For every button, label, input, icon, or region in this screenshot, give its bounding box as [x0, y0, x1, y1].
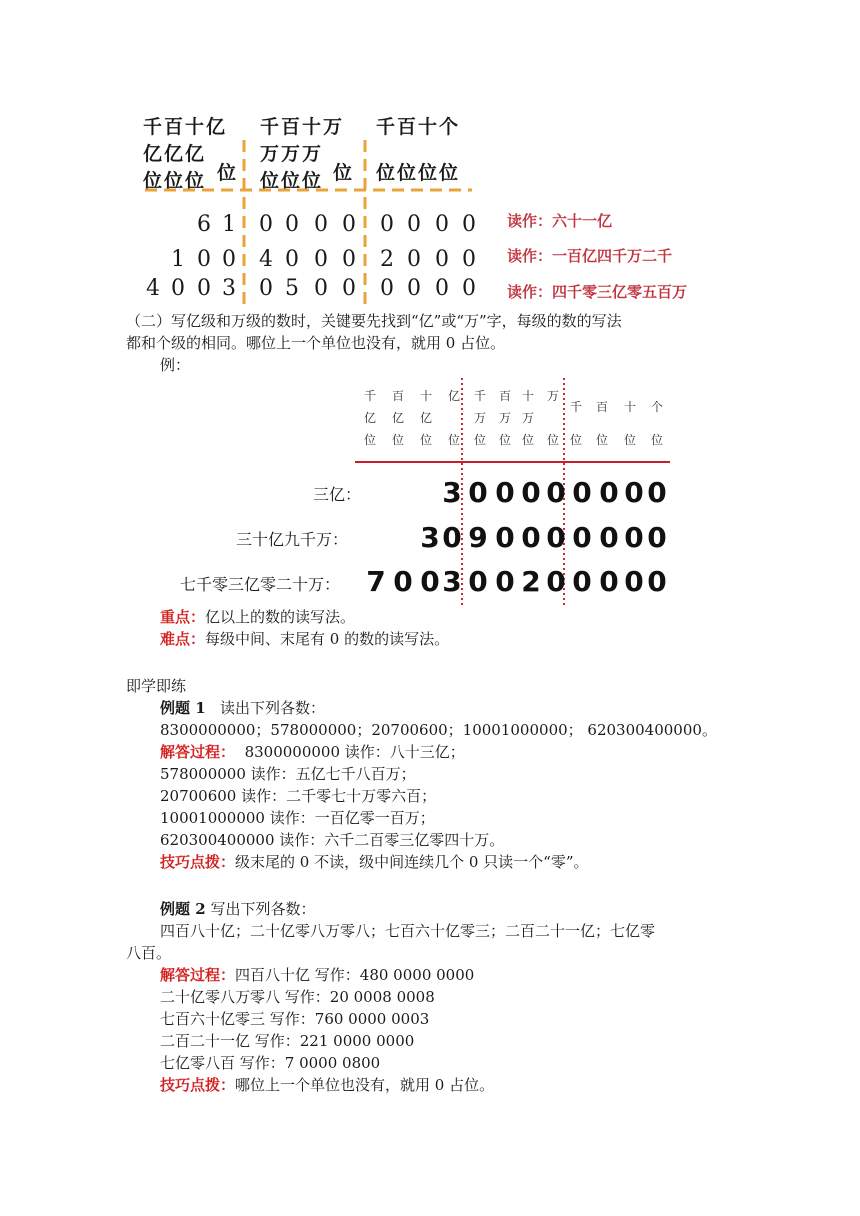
- focus-diff-label: 难点：: [160, 630, 206, 648]
- header-wan-row2: 万万万: [260, 143, 324, 165]
- table2-digit: 0: [393, 565, 413, 598]
- digit: 0: [407, 276, 421, 301]
- ex2-line: 四百八十亿 写作：480 0000 0000: [235, 966, 475, 984]
- table2-digit: 0: [572, 476, 592, 509]
- digit: 0: [342, 247, 356, 272]
- ex2-tip: [160, 1074, 494, 1096]
- table2-header-char: 万: [473, 411, 486, 425]
- focus-key-label: 重点：: [160, 608, 206, 626]
- digit: 0: [285, 212, 299, 237]
- table2-digit: 0: [546, 565, 566, 598]
- digit: 0: [259, 276, 273, 301]
- digit: 0: [197, 247, 211, 272]
- table2-header-char: 亿: [419, 411, 432, 425]
- ex1-heading: [160, 697, 325, 719]
- digit: 0: [222, 247, 236, 272]
- table2-header-char: 位: [521, 433, 534, 447]
- digit: 1: [222, 212, 236, 237]
- table2-header-char: 百: [498, 389, 511, 403]
- ex2-tip-label: 技巧点拨：: [160, 1076, 236, 1094]
- table2-header-char: 百: [595, 400, 608, 414]
- digit: 4: [146, 276, 160, 301]
- digit: 0: [462, 247, 476, 272]
- table2-header-char: 十: [521, 389, 534, 403]
- ex1-line: 8300000000 读作：八十三亿；: [244, 743, 465, 761]
- table2-digit: 0: [468, 476, 488, 509]
- reading-3: 读作：四千零三亿零五百万: [507, 283, 688, 301]
- table2-header-char: 位: [650, 433, 663, 447]
- table2-digit: 3: [442, 476, 462, 509]
- row-label-2: 三十亿九千万：: [236, 530, 349, 549]
- digit: 0: [314, 247, 328, 272]
- header-yi-row3: 位位位: [143, 170, 207, 192]
- table2-digit: 0: [546, 521, 566, 554]
- digit: 0: [407, 247, 421, 272]
- header-yi-row2: 亿亿亿: [143, 143, 207, 165]
- table2-digit: 0: [521, 476, 541, 509]
- table2-header-char: 位: [623, 433, 636, 447]
- digit: 2: [380, 247, 394, 272]
- table2-digit: 0: [420, 565, 440, 598]
- table2-digit: 0: [546, 476, 566, 509]
- row-label-1: 三亿：: [313, 485, 362, 504]
- table2-digit: 0: [647, 521, 667, 554]
- table2-digit: 3: [420, 521, 440, 554]
- table2-header-char: 千: [569, 400, 582, 414]
- ex2-prompt: 写出下列各数：: [210, 900, 316, 918]
- table2-header-char: 万: [498, 411, 511, 425]
- digit: 0: [435, 247, 449, 272]
- table2-digit: 3: [442, 565, 462, 598]
- section2-para1: （二）写亿级和万级的数时，关键要先找到“亿”或“万”字，每级的数的写法: [126, 312, 622, 330]
- table2-header-char: 位: [473, 433, 486, 447]
- table2-digit: 0: [624, 476, 644, 509]
- table2-header-char: 千: [363, 389, 376, 403]
- digit: 0: [171, 276, 185, 301]
- focus-diff-text: 每级中间、末尾有 0 的数的读写法。: [205, 630, 450, 648]
- table2-digit: 0: [599, 565, 619, 598]
- focus-key-text: 亿以上的数的读写法。: [205, 608, 356, 626]
- table2-digit: 0: [624, 521, 644, 554]
- ex2-numbers-1: 四百八十亿；二十亿零八万零八；七百六十亿零三；二百二十一亿；七亿零: [160, 922, 656, 940]
- ex2-line: 七百六十亿零三 写作：760 0000 0003: [160, 1010, 430, 1028]
- header-wan-row3b: 位: [333, 162, 355, 184]
- table2-header-char: 位: [419, 433, 432, 447]
- table2-digit: 9: [468, 521, 488, 554]
- ex2-line: 七亿零八百 写作：7 0000 0800: [160, 1054, 381, 1072]
- ex1-label: 例题 1: [160, 699, 206, 717]
- ex1-tip: [160, 851, 589, 873]
- table2-digit: 0: [495, 565, 515, 598]
- digit: 3: [222, 276, 236, 301]
- reading-2: 读作：一百亿四千万二千: [507, 247, 673, 265]
- table2-digit: 0: [624, 565, 644, 598]
- digit: 0: [259, 212, 273, 237]
- row-label-3: 七千零三亿零二十万：: [180, 575, 341, 594]
- digit: 0: [285, 247, 299, 272]
- ex1-tip-text: 级末尾的 0 不读，级中间连续几个 0 只读一个“零”。: [235, 853, 589, 871]
- ex2-solution-line-1: [160, 964, 474, 986]
- table2-header-char: 百: [391, 389, 404, 403]
- header-ge-row1: 千百十个: [376, 116, 461, 138]
- ex1-numbers: 8300000000；578000000；20700600；10001000000； 620300400000。: [160, 721, 717, 739]
- table2-digit: 2: [521, 565, 541, 598]
- table2-header-char: 个: [650, 400, 663, 414]
- ex2-heading: [160, 898, 315, 920]
- table2-digit: 0: [599, 521, 619, 554]
- table2-digit: 7: [366, 565, 386, 598]
- ex1-tip-label: 技巧点拨：: [160, 853, 236, 871]
- digit: 0: [380, 276, 394, 301]
- table2-header-char: 位: [569, 433, 582, 447]
- focus-difficulty: [160, 628, 449, 650]
- table2-header-char: 位: [363, 433, 376, 447]
- digit: 0: [342, 276, 356, 301]
- digit: 1: [171, 247, 185, 272]
- table2-header-char: 千: [473, 389, 486, 403]
- ex1-solution-label: 解答过程：: [160, 743, 236, 761]
- ex1-prompt: 读出下列各数：: [219, 699, 325, 717]
- ex1-solution-line-1: [160, 741, 465, 763]
- header-wan-row3: 位位位: [260, 170, 324, 192]
- table2-digit: 0: [495, 476, 515, 509]
- digit: 0: [314, 276, 328, 301]
- ex2-numbers-2: 八百。: [126, 944, 172, 962]
- table2-digit: 0: [521, 521, 541, 554]
- digit: 6: [197, 212, 211, 237]
- table2-header-char: 位: [391, 433, 404, 447]
- ex1-line: 620300400000 读作：六千二百零三亿零四十万。: [160, 831, 505, 849]
- digit: 0: [342, 212, 356, 237]
- ex2-line: 二十亿零八万零八 写作：20 0008 0008: [160, 988, 435, 1006]
- ex2-tip-text: 哪位上一个单位也没有，就用 0 占位。: [235, 1076, 495, 1094]
- header-wan-row1: 千百十万: [260, 116, 345, 138]
- table2-header-char: 亿: [363, 411, 376, 425]
- digit: 0: [380, 212, 394, 237]
- reading-1: 读作：六十一亿: [507, 212, 613, 230]
- table2-digit: 0: [495, 521, 515, 554]
- practice-title: 即学即练: [126, 677, 187, 695]
- digit: 0: [407, 212, 421, 237]
- ex1-line: 578000000 读作：五亿七千八百万；: [160, 765, 416, 783]
- ex1-line: 20700600 读作：二千零七十万零六百；: [160, 787, 437, 805]
- digit: 0: [462, 276, 476, 301]
- digit: 0: [435, 212, 449, 237]
- table2-header-char: 亿: [391, 411, 404, 425]
- digit: 0: [197, 276, 211, 301]
- table2-header-char: 十: [419, 389, 432, 403]
- header-yi-row1: 千百十亿: [143, 116, 228, 138]
- ex2-solution-label: 解答过程：: [160, 966, 236, 984]
- table2-digit: 0: [647, 565, 667, 598]
- section2-para2: 都和个级的相同。哪位上一个单位也没有，就用 0 占位。: [126, 334, 506, 352]
- table2-digit: 0: [647, 476, 667, 509]
- table2-header-char: 亿: [447, 389, 460, 403]
- table2-header-char: 位: [595, 433, 608, 447]
- table2-digit: 0: [599, 476, 619, 509]
- header-ge-row3: 位位位位: [376, 162, 461, 184]
- table2-header-char: 万: [521, 411, 534, 425]
- header-yi-row3b: 位: [217, 162, 239, 184]
- ex2-line: 二百二十一亿 写作：221 0000 0000: [160, 1032, 415, 1050]
- digit: 0: [462, 212, 476, 237]
- table2-header-char: 十: [623, 400, 636, 414]
- example-label: 例：: [160, 356, 191, 374]
- table2-digit: 0: [442, 521, 462, 554]
- digit: 5: [285, 276, 299, 301]
- table2-digit: 0: [572, 565, 592, 598]
- table2-header-char: 位: [447, 433, 460, 447]
- table2-digit: 0: [572, 521, 592, 554]
- focus-key: [160, 606, 355, 628]
- table2-digit: 0: [468, 565, 488, 598]
- digit: 4: [259, 247, 273, 272]
- digit: 0: [314, 212, 328, 237]
- table2-header-char: 位: [546, 433, 559, 447]
- ex1-line: 10001000000 读作：一百亿零一百万；: [160, 809, 435, 827]
- ex2-label: 例题 2: [160, 900, 206, 918]
- digit: 0: [435, 276, 449, 301]
- table2-header-char: 万: [546, 389, 559, 403]
- table2-header-char: 位: [498, 433, 511, 447]
